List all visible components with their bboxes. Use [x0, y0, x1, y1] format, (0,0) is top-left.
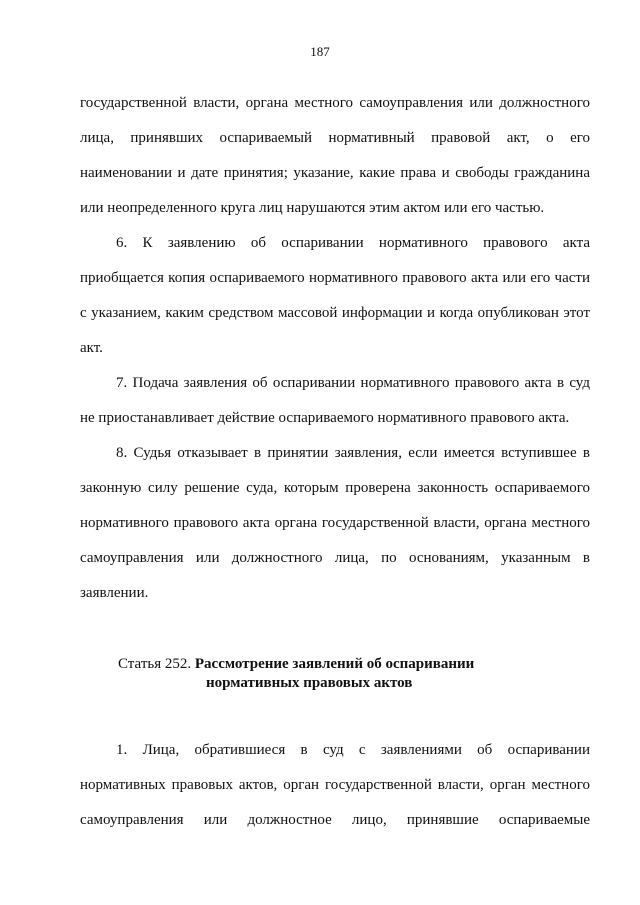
paragraph-line: не приостанавливает действие оспариваемого нормативного правового акта.	[80, 410, 570, 426]
paragraph-line: самоуправления или должностного лица, по основаниям, указанным в	[80, 550, 590, 566]
article-heading	[118, 655, 474, 673]
paragraph-line: или неопределенного круга лиц нарушаются этим актом или его частью.	[80, 200, 545, 216]
paragraph-line: акт.	[80, 340, 103, 356]
paragraph-line: самоуправления или должностное лицо, принявшие оспариваемые	[80, 812, 590, 828]
paragraph-line: 1. Лица, обратившиеся в суд с заявлениями об оспаривании	[116, 742, 590, 758]
paragraph-line: государственной власти, органа местного самоуправления или должностного	[80, 95, 590, 111]
page-number: 187	[310, 44, 330, 59]
paragraph-line: 8. Судья отказывает в принятии заявления, если имеется вступившее в	[116, 445, 590, 461]
article-prefix: Статья 252.	[118, 656, 192, 672]
paragraph-line: заявлении.	[80, 585, 149, 601]
paragraph-line: 6. К заявлению об оспаривании нормативного правового акта	[116, 235, 590, 251]
article-title-line2: нормативных правовых актов	[206, 675, 413, 691]
paragraph-line: приобщается копия оспариваемого нормативного правового акта или его части	[80, 270, 590, 286]
paragraph-line: законную силу решение суда, которым проверена законность оспариваемого	[80, 480, 590, 496]
article-title-line1: Рассмотрение заявлений об оспаривании	[194, 656, 475, 672]
paragraph-line: нормативных правовых актов, орган государственной власти, орган местного	[80, 777, 590, 793]
paragraph-line: 7. Подача заявления об оспаривании нормативного правового акта в суд	[116, 375, 590, 391]
paragraph-line: лица, принявших оспариваемый нормативный правовой акт, о его	[80, 130, 590, 146]
paragraph-line: наименовании и дате принятия; указание, какие права и свободы гражданина	[80, 165, 590, 181]
paragraph-line: нормативного правового акта органа государственной власти, органа местного	[80, 515, 590, 531]
paragraph-line: с указанием, каким средством массовой информации и когда опубликован этот	[80, 305, 590, 321]
